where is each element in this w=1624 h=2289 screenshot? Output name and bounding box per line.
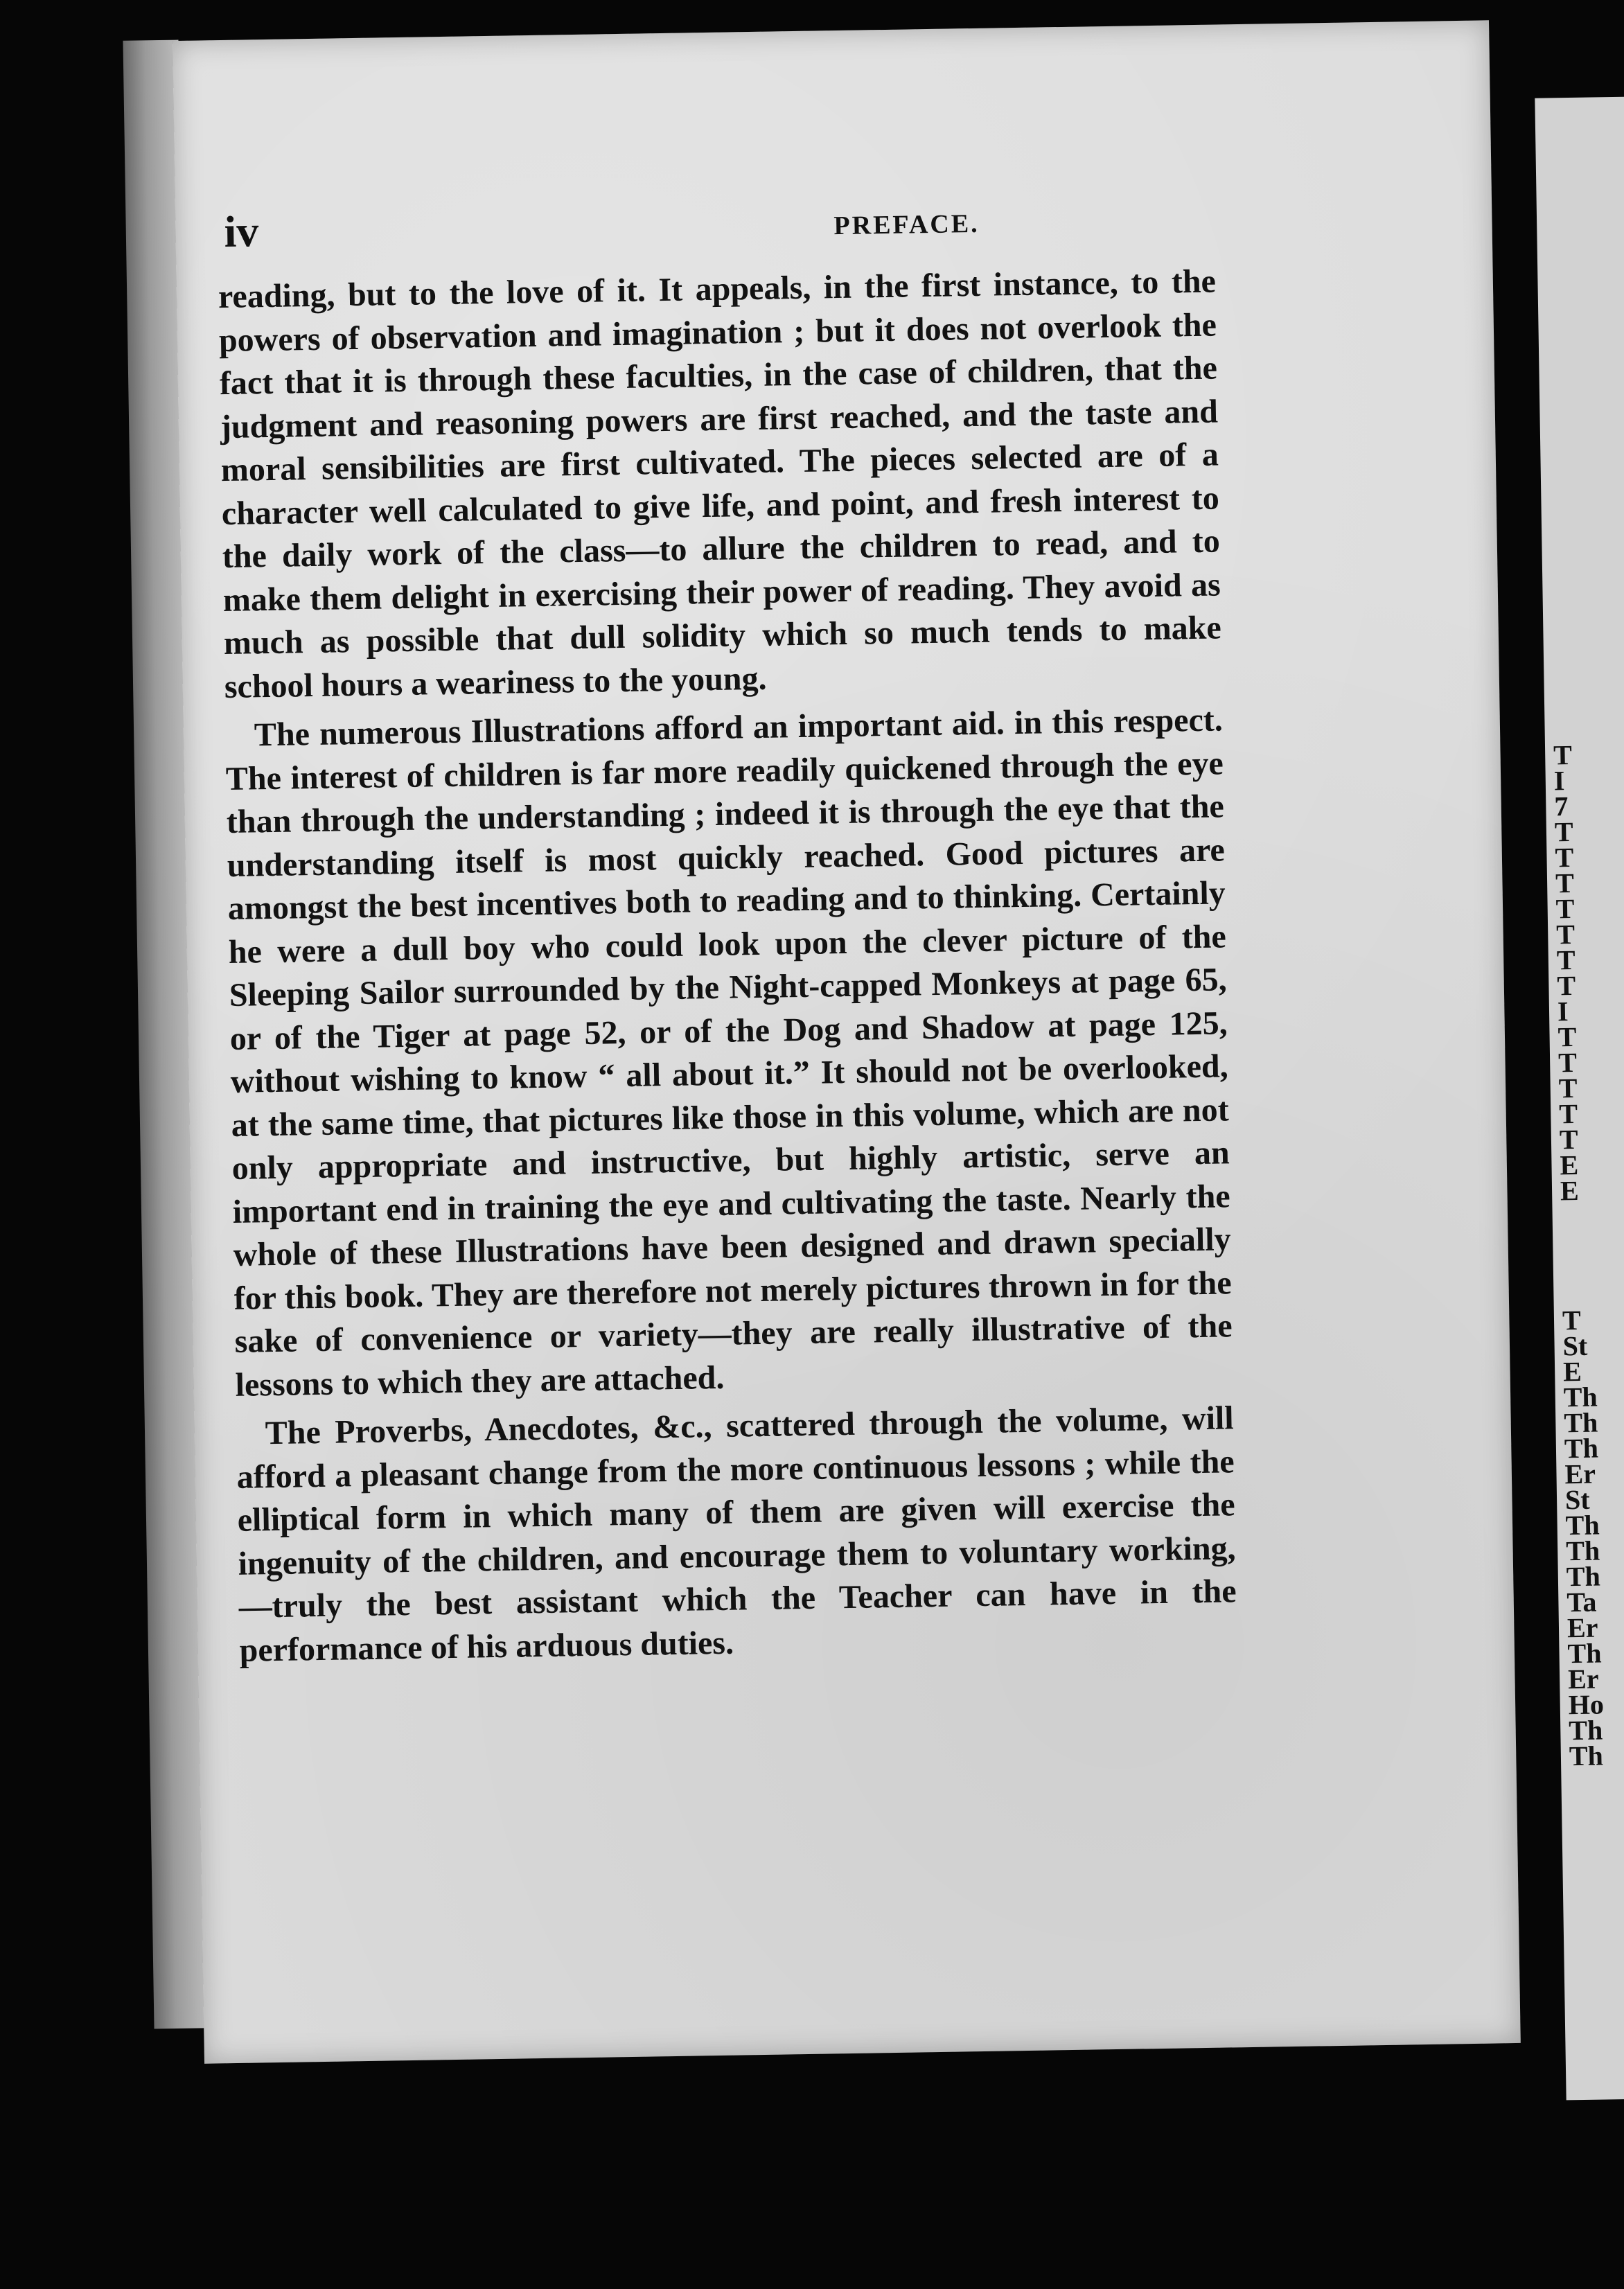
running-head: PREFACE. <box>833 209 980 241</box>
fragment-line: Th <box>1564 1406 1598 1439</box>
fragment-line: I <box>1553 765 1565 797</box>
fragment-line: T <box>1555 892 1575 925</box>
fragment-line: Th <box>1563 1381 1598 1413</box>
fragment-line: E <box>1562 1355 1582 1388</box>
fragment-line: St <box>1564 1483 1591 1516</box>
preface-body <box>218 260 1238 1677</box>
fragment-line: E <box>1560 1174 1580 1207</box>
facing-page-text-fragments <box>1553 739 1605 1772</box>
fragment-line: T <box>1559 1123 1578 1156</box>
fragment-line: 7 <box>1554 790 1569 822</box>
fragment-line: Er <box>1567 1663 1599 1695</box>
page-number: iv <box>223 206 259 256</box>
fragment-line: T <box>1555 867 1575 899</box>
fragment-line: T <box>1558 1072 1578 1104</box>
fragment-line: E <box>1560 1149 1579 1181</box>
fragment-line: Ho <box>1568 1688 1605 1721</box>
fragment-line: Th <box>1565 1509 1600 1541</box>
fragment-line: T <box>1557 1020 1577 1053</box>
fragment-line: St <box>1562 1329 1588 1362</box>
paragraph: The Proverbs, Anecdotes, &c., scattered through the volume, will afford a pleasant change from the more continuous lessons ; while the elliptical form in which many of them are given will exercise the ingenuity of the children, and encourage them to voluntary working,—truly the best assistant which the Teacher can have in the performance of his arduous duties. <box>236 1399 1237 1669</box>
fragment-line: T <box>1557 969 1576 1002</box>
fragment-line: Th <box>1569 1740 1604 1772</box>
fragment-line: Er <box>1564 1458 1596 1490</box>
fragment-line: Ta <box>1566 1586 1597 1618</box>
fragment-line: T <box>1555 918 1576 951</box>
fragment-line: Th <box>1567 1637 1602 1670</box>
fragment-line: Th <box>1566 1560 1601 1593</box>
page-header <box>224 190 1264 255</box>
fragment-line: Th <box>1565 1535 1600 1567</box>
paragraph: reading, but to the love of it. It appeals, in the first instance, to the powers of observation and imagination ; but it does not overlook the fact that it is through these faculties, in the case of children, that the judgment and reasoning powers are first reached, and the taste and moral sensibilities are first cultivated. The pieces selected are of a character well calculated to give life, and point, and fresh interest to the daily work of the class—to allure the children to read, and to make them delight in exercising their power of reading. They avoid as much as possible that dull solidity which so much tends to make school hours a weariness to the young. <box>218 263 1222 705</box>
fragment-line: Th <box>1568 1714 1603 1747</box>
fragment-line: T <box>1554 816 1573 848</box>
facing-page-edge <box>1535 96 1624 2101</box>
book-page <box>173 20 1521 2063</box>
fragment-line: T <box>1553 739 1573 771</box>
fragment-line: T <box>1562 1304 1582 1336</box>
fragment-gap <box>1560 1203 1597 1308</box>
fragment-line: T <box>1556 944 1576 976</box>
fragment-line: Th <box>1564 1432 1599 1465</box>
fragment-line: I <box>1557 996 1569 1027</box>
paragraph: The numerous Illustrations afford an important aid. in this respect. The interest of children is far more readily quickened through the eye than through the understanding ; indeed it is through the eye that the understanding itself is most quickly reached. Good pictures are amongst the best incentives both to reading and to thinking. Certainly he were a dull boy who could look upon the clever picture of the Sleeping Sailor surrounded by the Night-capped Monkeys at page 65, or of the Tiger at page 52, or of the Dog and Shadow at page 125, without wishing to know “ all about it.” It should not be overlooked, at the same time, that pictures like those in this volume, which are not only appropriate and instructive, but highly artistic, serve an important end in training the eye and cultivating the taste. Nearly the whole of these Illustrations have been designed and drawn specially for this book. They are therefore not merely pictures thrown in for the sake of convenience or variety—they are really illustrative of the lessons to which they are attached. <box>225 701 1233 1404</box>
fragment-line: T <box>1555 842 1574 874</box>
fragment-line: T <box>1558 1097 1578 1130</box>
fragment-line: T <box>1557 1046 1578 1079</box>
fragment-line: Er <box>1566 1611 1598 1644</box>
